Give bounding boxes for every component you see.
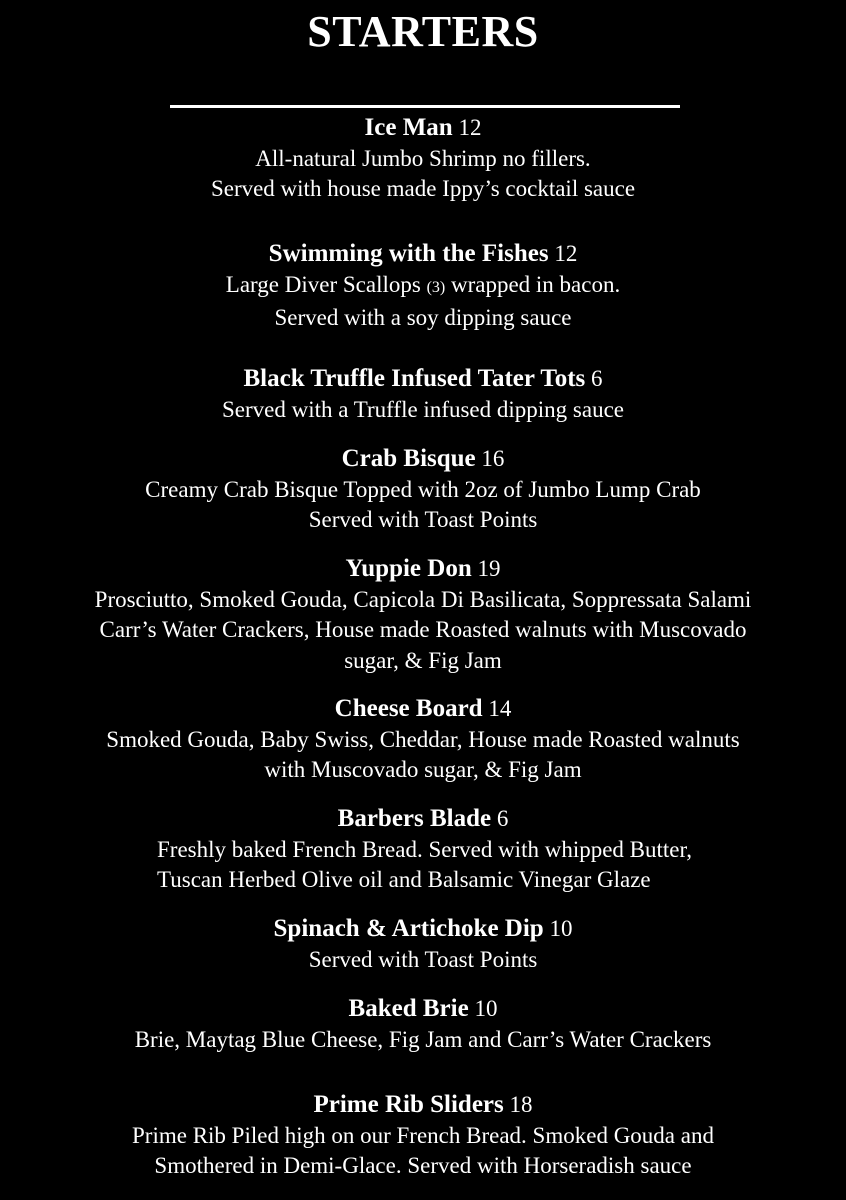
menu-item-spinach-artichoke-dip bbox=[0, 914, 846, 975]
item-price: 12 bbox=[554, 241, 578, 266]
description-line: Carr’s Water Crackers, House made Roasted walnuts with Muscovado bbox=[99, 617, 747, 642]
title-underline bbox=[170, 105, 680, 108]
description-line: Creamy Crab Bisque Topped with 2oz of Jumbo Lump Crab bbox=[145, 476, 701, 502]
item-heading bbox=[0, 804, 846, 835]
item-heading bbox=[0, 1090, 846, 1121]
item-price: 16 bbox=[481, 446, 505, 471]
item-description bbox=[0, 1121, 846, 1182]
item-name: Crab Bisque bbox=[341, 445, 476, 472]
description-line: All-natural Jumbo Shrimp no fillers. bbox=[255, 145, 591, 171]
item-name: Cheese Board bbox=[334, 695, 483, 722]
item-price: 6 bbox=[496, 806, 509, 831]
item-description bbox=[0, 945, 846, 976]
item-heading bbox=[0, 444, 846, 475]
menu-item-prime-rib-sliders bbox=[0, 1090, 846, 1182]
item-heading bbox=[0, 364, 846, 395]
description-line: Served with Toast Points bbox=[308, 507, 538, 532]
item-price: 18 bbox=[509, 1092, 533, 1117]
item-description bbox=[0, 270, 846, 334]
menu-title: STARTERS bbox=[307, 7, 539, 56]
item-price: 19 bbox=[477, 556, 501, 581]
item-name: Prime Rib Sliders bbox=[313, 1091, 504, 1118]
menu-item-cheese-board bbox=[0, 694, 846, 786]
item-heading bbox=[0, 994, 846, 1025]
item-heading bbox=[0, 554, 846, 585]
item-name: Spinach & Artichoke Dip bbox=[273, 915, 544, 942]
menu-item-swimming-with-the-fishes bbox=[0, 239, 846, 334]
description-line: Prosciutto, Smoked Gouda, Capicola Di Basilicata, Soppressata Salami bbox=[94, 586, 752, 612]
item-price: 6 bbox=[591, 366, 603, 391]
menu-item-crab-bisque bbox=[0, 444, 846, 536]
item-name: Baked Brie bbox=[348, 995, 469, 1022]
item-heading bbox=[0, 694, 846, 725]
description-line: Served with a soy dipping sauce bbox=[274, 305, 572, 330]
description-line: Freshly baked French Bread. Served with whipped Butter, bbox=[157, 836, 692, 862]
item-heading bbox=[0, 914, 846, 945]
item-description bbox=[0, 835, 846, 896]
item-description bbox=[0, 395, 846, 426]
item-price: 12 bbox=[458, 115, 482, 140]
item-price: 10 bbox=[549, 916, 573, 941]
menu-item-black-truffle-tater-tots bbox=[0, 364, 846, 425]
description-line: Served with house made Ippy’s cocktail sauce bbox=[210, 176, 636, 201]
item-name: Black Truffle Infused Tater Tots bbox=[243, 365, 586, 392]
item-price: 10 bbox=[474, 996, 498, 1021]
description-line: Tuscan Herbed Olive oil and Balsamic Vinegar Glaze bbox=[157, 867, 651, 892]
menu-item-ice-man bbox=[0, 113, 846, 205]
menu-item-yuppie-don bbox=[0, 554, 846, 676]
menu-item-baked-brie bbox=[0, 994, 846, 1055]
item-heading bbox=[0, 113, 846, 144]
item-name: Ice Man bbox=[364, 114, 453, 141]
item-price: 14 bbox=[488, 696, 512, 721]
description-line: Served with a Truffle infused dipping sauce bbox=[221, 396, 625, 422]
item-heading bbox=[0, 239, 846, 270]
description-line: Served with Toast Points bbox=[308, 946, 538, 972]
description-line: sugar, & Fig Jam bbox=[344, 647, 502, 673]
description-line: with Muscovado sugar, & Fig Jam bbox=[264, 757, 582, 782]
scallop-count: (3) bbox=[426, 278, 446, 296]
item-description bbox=[0, 585, 846, 677]
description-line: Prime Rib Piled high on our French Bread. Smoked Gouda and bbox=[132, 1122, 714, 1148]
menu-item-barbers-blade bbox=[0, 804, 846, 896]
item-name: Yuppie Don bbox=[345, 555, 472, 582]
description-text: Large Diver Scallops bbox=[225, 271, 427, 297]
item-name: Swimming with the Fishes bbox=[268, 240, 549, 267]
item-description bbox=[0, 1025, 846, 1056]
description-line: Brie, Maytag Blue Cheese, Fig Jam and Carr’s Water Crackers bbox=[134, 1026, 712, 1052]
description-line: Smoked Gouda, Baby Swiss, Cheddar, House made Roasted walnuts bbox=[106, 726, 740, 752]
item-name: Barbers Blade bbox=[337, 805, 492, 832]
item-description bbox=[0, 475, 846, 536]
description-line: Smothered in Demi-Glace. Served with Horseradish sauce bbox=[154, 1153, 692, 1178]
item-description bbox=[0, 725, 846, 786]
description-text: wrapped in bacon. bbox=[445, 271, 621, 297]
item-description bbox=[0, 144, 846, 205]
description-line bbox=[0, 270, 846, 304]
